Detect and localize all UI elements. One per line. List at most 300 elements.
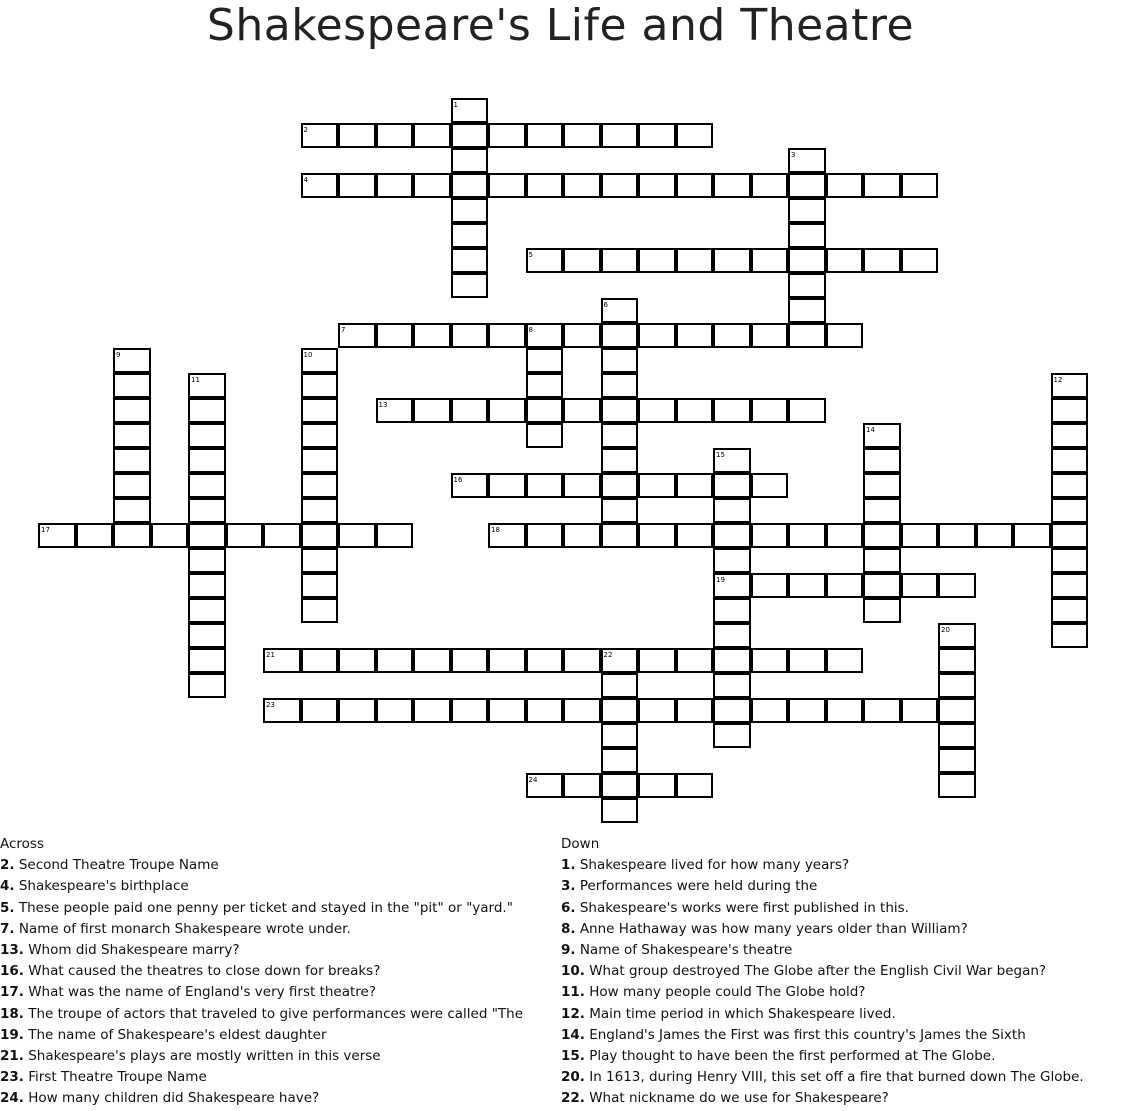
clue-text: What group destroyed The Globe after the English Civil War began? — [584, 963, 1047, 980]
across-clue — [0, 940, 555, 961]
grid-number: 15 — [716, 451, 725, 459]
grid-cell[interactable] — [301, 473, 339, 498]
grid-cell[interactable] — [188, 498, 226, 523]
clue-number: 24. — [0, 1090, 24, 1107]
grid-cell[interactable] — [901, 523, 939, 548]
grid-cell[interactable] — [601, 398, 639, 423]
grid-cell[interactable] — [263, 523, 301, 548]
grid-cell[interactable] — [1051, 623, 1089, 648]
grid-cell[interactable] — [638, 648, 676, 673]
grid-cell[interactable] — [713, 673, 751, 698]
grid-number: 16 — [453, 476, 463, 484]
grid-number: 3 — [791, 151, 796, 159]
down-clues — [561, 834, 1121, 1110]
grid-number: 22 — [603, 651, 613, 659]
grid-cell[interactable] — [451, 698, 489, 723]
grid-cell[interactable] — [676, 173, 714, 198]
grid-cell[interactable] — [863, 248, 901, 273]
grid-cell[interactable] — [751, 523, 789, 548]
grid-cell[interactable] — [488, 323, 526, 348]
grid-cell[interactable] — [601, 423, 639, 448]
grid-cell[interactable] — [451, 248, 489, 273]
grid-cell[interactable] — [601, 448, 639, 473]
clue-text: Name of first monarch Shakespeare wrote under. — [14, 920, 351, 937]
grid-number: 21 — [266, 651, 275, 659]
grid-cell[interactable] — [938, 648, 976, 673]
clue-number: 12. — [561, 1005, 585, 1022]
grid-cell[interactable] — [713, 723, 751, 748]
clue-text: The name of Shakespeare's eldest daughter — [23, 1026, 327, 1043]
grid-cell[interactable] — [713, 648, 751, 673]
grid-cell[interactable] — [826, 698, 864, 723]
clue-number: 4. — [0, 878, 15, 895]
grid-cell[interactable] — [338, 648, 376, 673]
grid-cell[interactable] — [376, 648, 414, 673]
grid-cell[interactable] — [526, 398, 564, 423]
down-clue — [561, 1067, 1121, 1088]
grid-cell[interactable] — [826, 523, 864, 548]
grid-cell[interactable] — [563, 698, 601, 723]
grid-cell[interactable] — [713, 498, 751, 523]
grid-cell[interactable] — [713, 698, 751, 723]
grid-cell[interactable] — [601, 673, 639, 698]
grid-cell[interactable] — [638, 248, 676, 273]
grid-cell[interactable] — [676, 648, 714, 673]
grid-cell[interactable] — [451, 123, 489, 148]
grid-cell[interactable] — [601, 473, 639, 498]
grid-cell[interactable] — [563, 248, 601, 273]
grid-cell[interactable] — [676, 398, 714, 423]
clue-number: 10. — [561, 963, 585, 980]
grid-cell[interactable] — [1051, 473, 1089, 498]
grid-cell[interactable] — [301, 698, 339, 723]
grid-cell[interactable] — [676, 323, 714, 348]
grid-cell[interactable] — [488, 123, 526, 148]
grid-cell[interactable] — [601, 373, 639, 398]
grid-cell[interactable] — [188, 598, 226, 623]
grid-cell[interactable] — [826, 573, 864, 598]
grid-cell[interactable] — [488, 473, 526, 498]
clue-text: Second Theatre Troupe Name — [14, 857, 219, 874]
grid-number: 20 — [941, 626, 950, 634]
grid-cell[interactable] — [1051, 573, 1089, 598]
page-title: Shakespeare's Life and Theatre — [206, 0, 915, 51]
grid-cell[interactable] — [676, 698, 714, 723]
grid-cell[interactable] — [863, 548, 901, 573]
grid-number: 2 — [303, 126, 308, 134]
grid-cell[interactable] — [938, 673, 976, 698]
grid-number: 24 — [528, 776, 538, 784]
grid-cell[interactable] — [938, 523, 976, 548]
clue-text: What was the name of England's very first theatre? — [23, 984, 377, 1001]
grid-cell[interactable] — [713, 398, 751, 423]
grid-cell[interactable] — [451, 173, 489, 198]
grid-cell[interactable] — [638, 323, 676, 348]
grid-cell[interactable] — [338, 523, 376, 548]
grid-cell[interactable] — [713, 473, 751, 498]
grid-cell[interactable] — [413, 698, 451, 723]
grid-number: 5 — [528, 251, 533, 259]
clue-number: 21. — [0, 1048, 24, 1065]
grid-cell[interactable] — [188, 548, 226, 573]
grid-cell[interactable] — [376, 323, 414, 348]
grid-cell[interactable] — [938, 773, 976, 798]
grid-cell[interactable] — [601, 123, 639, 148]
grid-cell[interactable] — [601, 498, 639, 523]
grid-cell[interactable] — [301, 423, 339, 448]
grid-number: 7 — [341, 326, 346, 334]
across-clue — [0, 876, 555, 897]
grid-cell[interactable] — [301, 373, 339, 398]
grid-cell[interactable] — [563, 773, 601, 798]
grid-cell[interactable] — [526, 373, 564, 398]
grid-cell[interactable] — [488, 698, 526, 723]
grid-cell[interactable] — [488, 648, 526, 673]
grid-cell[interactable] — [751, 248, 789, 273]
grid-cell[interactable] — [451, 198, 489, 223]
grid-cell[interactable] — [638, 773, 676, 798]
across-clue — [0, 1088, 555, 1109]
clue-number: 22. — [561, 1090, 585, 1107]
grid-cell[interactable] — [526, 173, 564, 198]
grid-cell[interactable] — [413, 398, 451, 423]
grid-cell[interactable] — [563, 473, 601, 498]
grid-number: 4 — [303, 176, 308, 184]
grid-cell[interactable] — [188, 398, 226, 423]
grid-cell[interactable] — [601, 248, 639, 273]
down-clue — [561, 919, 1121, 940]
grid-cell[interactable] — [601, 698, 639, 723]
across-clue — [0, 855, 555, 876]
grid-cell[interactable] — [676, 523, 714, 548]
clue-number: 6. — [561, 899, 576, 916]
grid-cell[interactable] — [788, 323, 826, 348]
clue-text: Shakespeare's birthplace — [14, 878, 189, 895]
clue-number: 20. — [561, 1069, 585, 1086]
grid-cell[interactable] — [376, 698, 414, 723]
grid-cell[interactable] — [1051, 548, 1089, 573]
grid-number: 1 — [453, 101, 458, 109]
clue-number: 14. — [561, 1026, 585, 1043]
grid-cell[interactable] — [901, 573, 939, 598]
clue-text: The troupe of actors that traveled to give performances were called "The — [23, 1005, 524, 1022]
grid-cell[interactable] — [113, 473, 151, 498]
grid-cell[interactable] — [76, 523, 114, 548]
clue-text: Anne Hathaway was how many years older than William? — [575, 920, 968, 937]
grid-cell[interactable] — [863, 448, 901, 473]
grid-cell[interactable] — [938, 723, 976, 748]
grid-cell[interactable] — [863, 523, 901, 548]
grid-cell[interactable] — [863, 598, 901, 623]
grid-cell[interactable] — [788, 523, 826, 548]
grid-cell[interactable] — [751, 323, 789, 348]
grid-cell[interactable] — [826, 173, 864, 198]
grid-cell[interactable] — [1051, 498, 1089, 523]
down-clue — [561, 961, 1121, 982]
grid-number: 12 — [1053, 376, 1063, 384]
grid-cell[interactable] — [601, 348, 639, 373]
grid-cell[interactable] — [1051, 598, 1089, 623]
clue-number: 7. — [0, 920, 15, 937]
across-clue — [0, 898, 555, 919]
clue-text: Whom did Shakespeare marry? — [23, 942, 240, 959]
grid-cell[interactable] — [938, 573, 976, 598]
grid-cell[interactable] — [788, 698, 826, 723]
grid-cell[interactable] — [451, 648, 489, 673]
grid-cell[interactable] — [451, 223, 489, 248]
grid-cell[interactable] — [563, 398, 601, 423]
grid-cell[interactable] — [863, 498, 901, 523]
grid-cell[interactable] — [788, 573, 826, 598]
grid-cell[interactable] — [901, 173, 939, 198]
grid-cell[interactable] — [1051, 523, 1089, 548]
grid-cell[interactable] — [863, 698, 901, 723]
grid-cell[interactable] — [713, 323, 751, 348]
grid-cell[interactable] — [601, 523, 639, 548]
down-clue — [561, 982, 1121, 1003]
grid-cell[interactable] — [188, 648, 226, 673]
grid-cell[interactable] — [751, 473, 789, 498]
grid-cell[interactable] — [451, 398, 489, 423]
grid-cell[interactable] — [188, 673, 226, 698]
grid-cell[interactable] — [638, 123, 676, 148]
grid-cell[interactable] — [751, 173, 789, 198]
grid-cell[interactable] — [301, 548, 339, 573]
clue-text: Name of Shakespeare's theatre — [575, 942, 793, 959]
across-clues — [0, 834, 555, 1110]
grid-cell[interactable] — [938, 698, 976, 723]
grid-cell[interactable] — [188, 423, 226, 448]
grid-cell[interactable] — [676, 248, 714, 273]
grid-cell[interactable] — [563, 523, 601, 548]
across-clue — [0, 961, 555, 982]
grid-cell[interactable] — [601, 798, 639, 823]
clue-text: Shakespeare lived for how many years? — [575, 857, 850, 874]
grid-cell[interactable] — [788, 298, 826, 323]
grid-cell[interactable] — [376, 173, 414, 198]
clue-text: These people paid one penny per ticket and stayed in the "pit" or "yard." — [14, 899, 513, 916]
grid-cell[interactable] — [788, 648, 826, 673]
clue-text: Play thought to have been the first performed at The Globe. — [584, 1048, 996, 1065]
grid-cell[interactable] — [113, 498, 151, 523]
grid-cell[interactable] — [638, 698, 676, 723]
clue-text: Main time period in which Shakespeare lived. — [584, 1005, 896, 1022]
grid-cell[interactable] — [113, 448, 151, 473]
clue-number: 2. — [0, 857, 15, 874]
grid-cell[interactable] — [526, 523, 564, 548]
grid-cell[interactable] — [676, 473, 714, 498]
grid-cell[interactable] — [413, 123, 451, 148]
clue-text: What nickname do we use for Shakespeare? — [584, 1090, 889, 1107]
grid-cell[interactable] — [713, 523, 751, 548]
grid-cell[interactable] — [751, 698, 789, 723]
clue-number: 11. — [561, 984, 585, 1001]
grid-cell[interactable] — [488, 398, 526, 423]
grid-cell[interactable] — [526, 648, 564, 673]
grid-cell[interactable] — [413, 323, 451, 348]
grid-cell[interactable] — [788, 223, 826, 248]
grid-cell[interactable] — [113, 523, 151, 548]
grid-cell[interactable] — [563, 173, 601, 198]
grid-number: 11 — [191, 376, 200, 384]
down-clue — [561, 940, 1121, 961]
grid-cell[interactable] — [526, 348, 564, 373]
grid-cell[interactable] — [601, 748, 639, 773]
grid-cell[interactable] — [1051, 448, 1089, 473]
clue-text: How many children did Shakespeare have? — [23, 1090, 320, 1107]
clue-number: 13. — [0, 942, 24, 959]
grid-cell[interactable] — [788, 398, 826, 423]
grid-cell[interactable] — [713, 623, 751, 648]
grid-cell[interactable] — [601, 173, 639, 198]
grid-cell[interactable] — [226, 523, 264, 548]
grid-number: 8 — [528, 326, 533, 334]
down-clue — [561, 1046, 1121, 1067]
grid-cell[interactable] — [188, 473, 226, 498]
grid-cell[interactable] — [563, 123, 601, 148]
down-clue — [561, 876, 1121, 897]
grid-cell[interactable] — [826, 648, 864, 673]
grid-cell[interactable] — [638, 523, 676, 548]
grid-cell[interactable] — [713, 173, 751, 198]
grid-cell[interactable] — [751, 573, 789, 598]
grid-cell[interactable] — [188, 448, 226, 473]
clue-number: 9. — [561, 942, 576, 959]
grid-cell[interactable] — [788, 173, 826, 198]
grid-number: 14 — [866, 426, 875, 434]
grid-cell[interactable] — [301, 648, 339, 673]
clue-number: 16. — [0, 963, 24, 980]
grid-cell[interactable] — [188, 623, 226, 648]
clue-number: 23. — [0, 1069, 24, 1086]
grid-cell[interactable] — [376, 123, 414, 148]
grid-cell[interactable] — [526, 423, 564, 448]
grid-cell[interactable] — [751, 398, 789, 423]
clue-text: In 1613, during Henry VIII, this set off a fire that burned down The Globe. — [584, 1069, 1084, 1086]
clue-number: 8. — [561, 920, 576, 937]
grid-cell[interactable] — [526, 123, 564, 148]
across-heading: Across — [0, 836, 45, 852]
grid-cell[interactable] — [563, 323, 601, 348]
grid-cell[interactable] — [638, 398, 676, 423]
grid-number: 10 — [303, 351, 313, 359]
grid-cell[interactable] — [826, 248, 864, 273]
grid-cell[interactable] — [338, 698, 376, 723]
grid-cell[interactable] — [301, 573, 339, 598]
down-clue — [561, 1004, 1121, 1025]
grid-cell[interactable] — [301, 598, 339, 623]
grid-number: 23 — [266, 701, 275, 709]
grid-cell[interactable] — [376, 523, 414, 548]
grid-cell[interactable] — [113, 398, 151, 423]
grid-cell[interactable] — [826, 323, 864, 348]
grid-cell[interactable] — [676, 123, 714, 148]
grid-cell[interactable] — [451, 323, 489, 348]
grid-cell[interactable] — [188, 523, 226, 548]
grid-cell[interactable] — [563, 648, 601, 673]
grid-cell[interactable] — [751, 648, 789, 673]
grid-cell[interactable] — [1013, 523, 1051, 548]
clue-number: 1. — [561, 857, 576, 874]
grid-cell[interactable] — [713, 598, 751, 623]
clue-text: First Theatre Troupe Name — [23, 1069, 207, 1086]
clue-number: 15. — [561, 1048, 585, 1065]
grid-cell[interactable] — [901, 698, 939, 723]
clue-number: 18. — [0, 1005, 24, 1022]
across-clue — [0, 1025, 555, 1046]
down-clue — [561, 1025, 1121, 1046]
grid-number: 9 — [116, 351, 121, 359]
across-clue — [0, 1004, 555, 1025]
grid-cell[interactable] — [713, 248, 751, 273]
clue-text: How many people could The Globe hold? — [584, 984, 866, 1001]
grid-cell[interactable] — [788, 248, 826, 273]
grid-cell[interactable] — [338, 173, 376, 198]
grid-cell[interactable] — [638, 473, 676, 498]
grid-cell[interactable] — [301, 398, 339, 423]
clue-number: 5. — [0, 899, 15, 916]
grid-cell[interactable] — [788, 198, 826, 223]
clue-number: 19. — [0, 1026, 24, 1043]
grid-cell[interactable] — [638, 173, 676, 198]
grid-cell[interactable] — [863, 173, 901, 198]
grid-cell[interactable] — [1051, 423, 1089, 448]
grid-cell[interactable] — [976, 523, 1014, 548]
grid-cell[interactable] — [301, 498, 339, 523]
grid-cell[interactable] — [413, 173, 451, 198]
grid-cell[interactable] — [451, 273, 489, 298]
grid-cell[interactable] — [301, 448, 339, 473]
grid-cell[interactable] — [601, 773, 639, 798]
across-clue — [0, 982, 555, 1003]
grid-cell[interactable] — [113, 423, 151, 448]
clue-text: Shakespeare's plays are mostly written in this verse — [23, 1048, 381, 1065]
grid-cell[interactable] — [301, 523, 339, 548]
grid-number: 18 — [491, 526, 500, 534]
across-clue — [0, 1046, 555, 1067]
grid-cell[interactable] — [901, 248, 939, 273]
clue-text: What caused the theatres to close down for breaks? — [23, 963, 381, 980]
grid-cell[interactable] — [863, 573, 901, 598]
grid-number: 6 — [603, 301, 608, 309]
grid-cell[interactable] — [601, 323, 639, 348]
down-clue — [561, 1088, 1121, 1109]
grid-cell[interactable] — [188, 573, 226, 598]
grid-cell[interactable] — [488, 173, 526, 198]
grid-cell[interactable] — [601, 723, 639, 748]
clue-number: 3. — [561, 878, 576, 895]
grid-cell[interactable] — [413, 648, 451, 673]
grid-cell[interactable] — [1051, 398, 1089, 423]
grid-cell[interactable] — [526, 473, 564, 498]
down-clue — [561, 855, 1121, 876]
grid-cell[interactable] — [713, 548, 751, 573]
grid-cell[interactable] — [526, 698, 564, 723]
grid-cell[interactable] — [788, 273, 826, 298]
grid-cell[interactable] — [863, 473, 901, 498]
grid-cell[interactable] — [451, 148, 489, 173]
down-heading: Down — [561, 836, 600, 852]
grid-number: 17 — [41, 526, 50, 534]
clue-text: England's James the First was first this country's James the Sixth — [584, 1026, 1026, 1043]
clue-text: Performances were held during the — [575, 878, 818, 895]
grid-cell[interactable] — [338, 123, 376, 148]
grid-cell[interactable] — [938, 748, 976, 773]
grid-cell[interactable] — [676, 773, 714, 798]
grid-cell[interactable] — [113, 373, 151, 398]
clue-number: 17. — [0, 984, 24, 1001]
grid-cell[interactable] — [151, 523, 189, 548]
